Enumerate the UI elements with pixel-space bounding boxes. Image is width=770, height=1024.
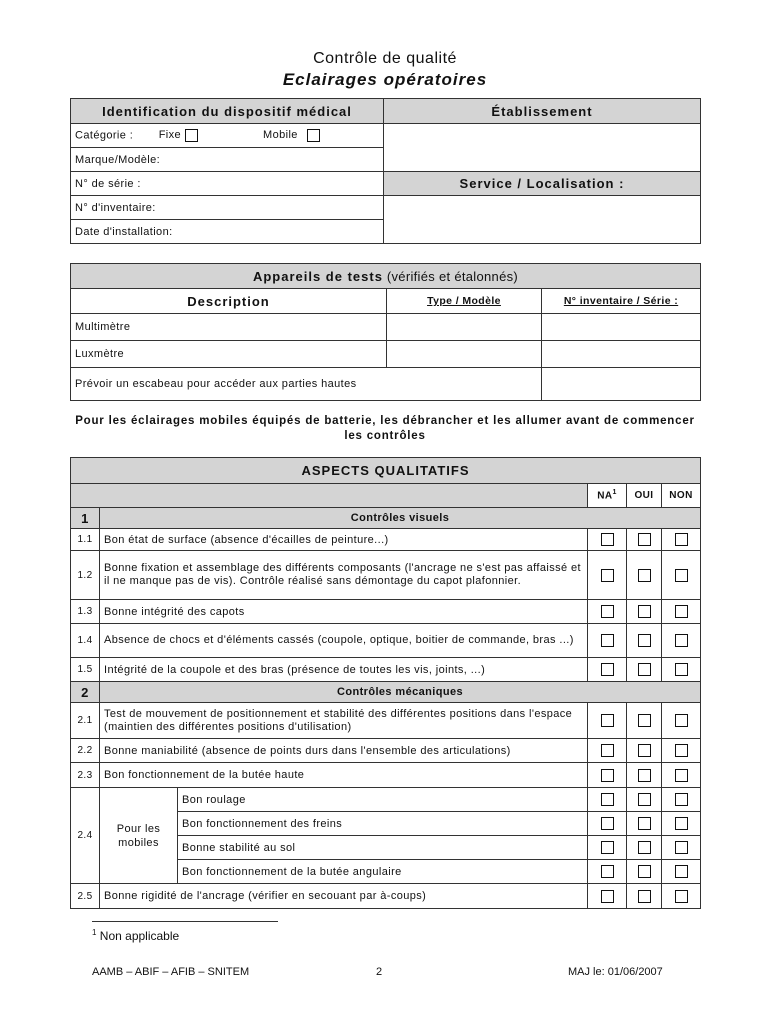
na-checkbox[interactable] [601,769,614,782]
col-non: NON [662,484,701,508]
non-checkbox[interactable] [675,890,688,903]
item-number: 1.1 [71,529,100,551]
non-checkbox[interactable] [675,793,688,806]
na-checkbox[interactable] [601,533,614,546]
na-checkbox[interactable] [601,744,614,757]
item-text: Bon fonctionnement de la butée angulaire [178,860,588,884]
na-checkbox[interactable] [601,890,614,903]
item-number: 2.4 [71,788,100,884]
oui-checkbox[interactable] [638,663,651,676]
oui-checkbox[interactable] [638,890,651,903]
item-text: Bon fonctionnement des freins [178,812,588,836]
item-text: Bon roulage [178,788,588,812]
na-checkbox[interactable] [601,714,614,727]
footer-page-number: 2 [376,966,383,978]
non-checkbox[interactable] [675,817,688,830]
item-text: Bonne stabilité au sol [178,836,588,860]
establishment-field[interactable] [384,124,701,172]
mobile-group-label: Pour les mobiles [100,788,178,884]
item-number: 1.5 [71,658,100,682]
oui-checkbox[interactable] [638,865,651,878]
na-checkbox[interactable] [601,793,614,806]
col-inventory: N° inventaire / Série : [542,289,701,314]
oui-checkbox[interactable] [638,569,651,582]
item-number: 2.2 [71,739,100,763]
col-description: Description [71,289,387,314]
oui-checkbox[interactable] [638,841,651,854]
oui-checkbox[interactable] [638,533,651,546]
category-row [71,124,384,148]
na-checkbox[interactable] [601,663,614,676]
non-checkbox[interactable] [675,744,688,757]
item-number: 1.2 [71,551,100,600]
inventory-field: N° d'inventaire: [71,196,384,220]
identification-table [70,98,701,244]
item-text: Intégrité de la coupole et des bras (présence de toutes les vis, joints, ...) [100,658,588,682]
non-checkbox[interactable] [675,634,688,647]
install-date-field: Date d'installation: [71,220,384,244]
non-checkbox[interactable] [675,663,688,676]
fixe-label: Fixe [158,129,182,142]
device-row-ladder: Prévoir un escabeau pour accéder aux parties hautes [71,368,542,401]
na-checkbox[interactable] [601,569,614,582]
device-row-luxmeter: Luxmètre [71,341,387,368]
serial-field: N° de série : [71,172,384,196]
aspects-header: ASPECTS QUALITATIFS [71,458,701,484]
test-devices-header [71,264,701,289]
aspects-subheader [71,484,588,508]
mobile-checkbox[interactable] [307,129,320,142]
item-number: 2.1 [71,703,100,739]
item-text: Test de mouvement de positionnement et stabilité des différentes positions dans l'espace (maintien des différentes positions d'utilisation) [100,703,588,739]
na-checkbox[interactable] [601,605,614,618]
non-checkbox[interactable] [675,605,688,618]
ladder-inventory-field[interactable] [542,368,701,401]
page-title: Contrôle de qualité [313,50,457,67]
item-text: Bonne rigidité de l'ancrage (vérifier en secouant par à-coups) [100,884,588,909]
item-text: Absence de chocs et d'éléments cassés (coupole, optique, boitier de commande, bras ...) [100,624,588,658]
section1-number: 1 [71,508,100,529]
item-number: 1.3 [71,600,100,624]
item-number: 2.5 [71,884,100,909]
item-text: Bonne maniabilité (absence de points durs dans l'ensemble des articulations) [100,739,588,763]
page-subtitle: Eclairages opératoires [282,70,488,89]
section2-title: Contrôles mécaniques [100,682,701,703]
oui-checkbox[interactable] [638,605,651,618]
item-number: 1.4 [71,624,100,658]
test-devices-title: Appareils de tests [252,268,383,284]
footer-update-date: MAJ le: 01/06/2007 [568,966,663,978]
test-devices-table [70,263,701,401]
fixe-checkbox[interactable] [185,129,198,142]
non-checkbox[interactable] [675,569,688,582]
section2-number: 2 [71,682,100,703]
luxmeter-inventory-field[interactable] [542,341,701,368]
na-checkbox[interactable] [601,817,614,830]
section1-title: Contrôles visuels [100,508,701,529]
non-checkbox[interactable] [675,533,688,546]
col-na: $NA^1$ [588,484,627,508]
multimeter-inventory-field[interactable] [542,314,701,341]
non-checkbox[interactable] [675,841,688,854]
item-text: Bon état de surface (absence d'écailles de peinture...) [100,529,588,551]
mobile-label: Mobile [263,129,298,142]
identification-header: Identification du dispositif médical [71,99,384,124]
footnote-text: Non applicable [99,929,180,943]
brand-model-field: Marque/Modèle: [71,148,384,172]
footer-organizations: AAMB – ABIF – AFIB – SNITEM [92,966,250,978]
device-row-multimeter: Multimètre [71,314,387,341]
non-checkbox[interactable] [675,769,688,782]
battery-notice: Pour les éclairages mobiles équipés de batterie, les débrancher et les allumer avant de commencer les contrôles [75,415,695,442]
footnote: $^1$ Non applicable [92,928,180,943]
item-text: Bon fonctionnement de la butée haute [100,763,588,788]
na-checkbox[interactable] [601,865,614,878]
oui-checkbox[interactable] [638,714,651,727]
oui-checkbox[interactable] [638,793,651,806]
col-type: Type / Modèle [387,289,542,314]
oui-checkbox[interactable] [638,817,651,830]
non-checkbox[interactable] [675,714,688,727]
item-number: 2.3 [71,763,100,788]
item-text: Bonne intégrité des capots [100,600,588,624]
item-text: Bonne fixation et assemblage des différents composants (l'ancrage ne s'est pas affaissé et il ne manque pas de vis). Contrôle réalisé sans démontage du capot plafonnier. [100,551,588,600]
category-label: Catégorie : [75,129,134,142]
service-header: Service / Localisation : [384,172,701,196]
oui-checkbox[interactable] [638,744,651,757]
multimeter-type-field[interactable] [387,314,542,341]
aspects-table [70,457,701,909]
oui-checkbox[interactable] [638,769,651,782]
footnote-divider [92,921,278,922]
na-checkbox[interactable] [601,841,614,854]
service-field[interactable] [384,196,701,244]
luxmeter-type-field[interactable] [387,341,542,368]
establishment-header: Établissement [384,99,701,124]
oui-checkbox[interactable] [638,634,651,647]
test-devices-note: (vérifiés et étalonnés) [382,268,519,284]
col-oui: OUI [627,484,662,508]
non-checkbox[interactable] [675,865,688,878]
na-checkbox[interactable] [601,634,614,647]
